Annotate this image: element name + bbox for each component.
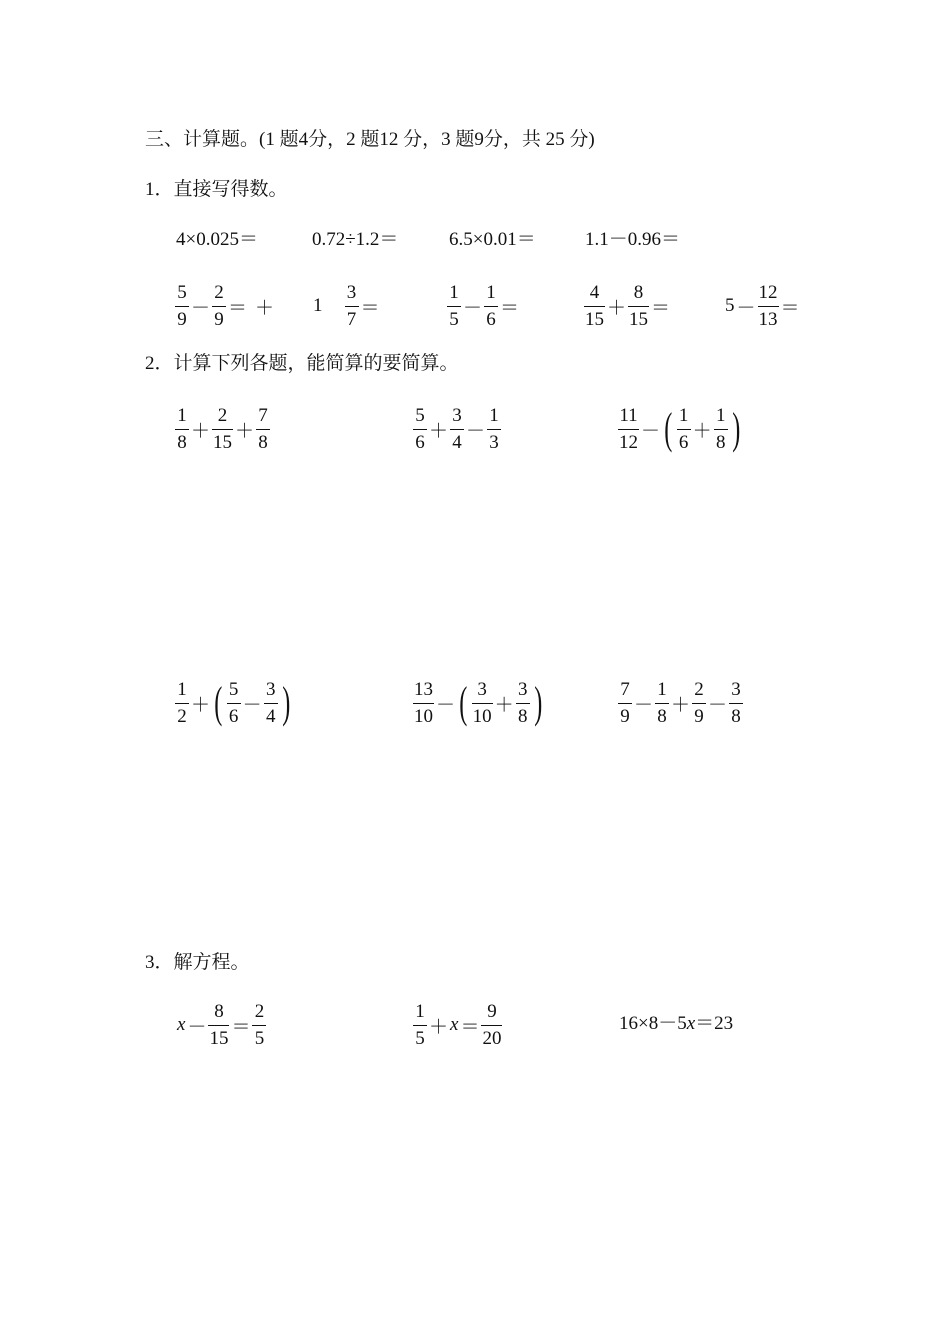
fraction: $\frac{1}{8}$	[175, 403, 189, 456]
q1-frac-expr-1: $\frac{5}{9}$ － $\frac{2}{9}$ ＝ ＋	[174, 276, 275, 336]
fraction: $\frac{2}{9}$	[212, 280, 226, 333]
fraction: $\frac{8}{15}$	[209, 1000, 229, 1049]
fraction: $\frac{5}{6}$	[227, 677, 241, 730]
fraction: $\frac{2}{15}$	[213, 404, 233, 453]
q3-title: 3．解方程。	[145, 952, 250, 973]
q2-expr-f: $\frac{7}{9}$ － $\frac{1}{8}$ ＋ $\frac{2}{9}$ － $\frac{3}{8}$	[617, 673, 744, 733]
fraction: $\frac{1}{5}$	[413, 999, 427, 1052]
left-paren: (	[214, 678, 223, 727]
q2-expr-d: $\frac{1}{2}$ ＋ ( $\frac{5}{6}$ － $\frac{3}{4}$ )	[174, 673, 293, 733]
fraction: $\frac{1}{6}$	[677, 403, 691, 456]
q1-expr-2: 0.72÷1.2＝	[312, 229, 399, 250]
q2-title: 2．计算下列各题，能简算的要简算。	[145, 353, 459, 374]
fraction: $\frac{3}{4}$	[450, 403, 464, 456]
fraction: $\frac{12}{13}$	[758, 281, 778, 330]
fraction: $\frac{13}{10}$	[414, 678, 433, 727]
q2-expr-b: $\frac{5}{6}$ ＋ $\frac{3}{4}$ － $\frac{1}{3}$	[412, 399, 502, 459]
q1-frac-expr-3: $\frac{1}{5}$ － $\frac{1}{6}$ ＝	[446, 276, 520, 336]
q3-equation-b: $\frac{1}{5}$ ＋ x ＝ $\frac{9}{20}$	[412, 995, 503, 1055]
fraction: $\frac{7}{8}$	[256, 403, 270, 456]
fraction: $\frac{5}{9}$	[175, 280, 189, 333]
fraction: $\frac{8}{15}$	[629, 281, 649, 330]
fraction: $\frac{11}{12}$	[619, 404, 638, 453]
q1-expr-4: 1.1－0.96＝	[585, 229, 681, 250]
q1-frac-expr-4: $\frac{4}{15}$ ＋ $\frac{8}{15}$ ＝	[583, 276, 671, 336]
fraction: $\frac{3}{8}$	[516, 677, 530, 730]
q3-equation-a: x － $\frac{8}{15}$ ＝ $\frac{2}{5}$	[176, 995, 267, 1055]
q1-frac-expr-2: 1 $\frac{3}{7}$ ＝	[312, 276, 381, 336]
fraction: $\frac{1}{2}$	[175, 677, 189, 730]
fraction: $\frac{5}{6}$	[413, 403, 427, 456]
fraction: $\frac{1}{8}$	[714, 403, 728, 456]
fraction: $\frac{1}{3}$	[487, 403, 501, 456]
q1-expr-3: 6.5×0.01＝	[449, 229, 536, 250]
fraction: $\frac{2}{5}$	[252, 999, 266, 1052]
left-paren: (	[664, 404, 673, 453]
section-title: 三、计算题。(1 题4分，2 题12 分，3 题9分，共 25 分)	[145, 129, 595, 150]
right-paren: )	[281, 678, 291, 727]
fraction: $\frac{1}{5}$	[447, 280, 461, 333]
fraction: $\frac{3}{10}$	[472, 678, 492, 727]
fraction: $\frac{4}{15}$	[585, 281, 604, 330]
fraction: $\frac{1}{8}$	[655, 677, 669, 730]
q1-expr-1: 4×0.025＝	[176, 229, 258, 250]
fraction: $\frac{1}{6}$	[484, 280, 498, 333]
fraction: $\frac{7}{9}$	[618, 677, 632, 730]
q1-frac-expr-5: 5 － $\frac{12}{13}$ ＝	[724, 276, 801, 336]
q2-expr-e: $\frac{13}{10}$ － ( $\frac{3}{10}$ ＋ $\frac{3}{8}$ )	[412, 673, 545, 733]
fraction: $\frac{9}{20}$	[482, 1000, 502, 1049]
right-paren: )	[533, 678, 543, 727]
fraction: $\frac{3}{4}$	[264, 677, 278, 730]
fraction: $\frac{3}{8}$	[729, 677, 743, 730]
left-paren: (	[459, 678, 468, 727]
right-paren: )	[731, 404, 741, 453]
q3-equation-c: 16×8－5x＝23	[619, 1013, 734, 1034]
q1-title: 1．直接写得数。	[145, 179, 288, 200]
q2-expr-a: $\frac{1}{8}$ ＋ $\frac{2}{15}$ ＋ $\frac{7}{8}$	[174, 399, 271, 459]
fraction: $\frac{2}{9}$	[692, 677, 706, 730]
q2-expr-c: $\frac{11}{12}$ － ( $\frac{1}{6}$ ＋ $\frac{1}{8}$ )	[617, 399, 743, 459]
fraction: $\frac{3}{7}$	[345, 280, 359, 333]
